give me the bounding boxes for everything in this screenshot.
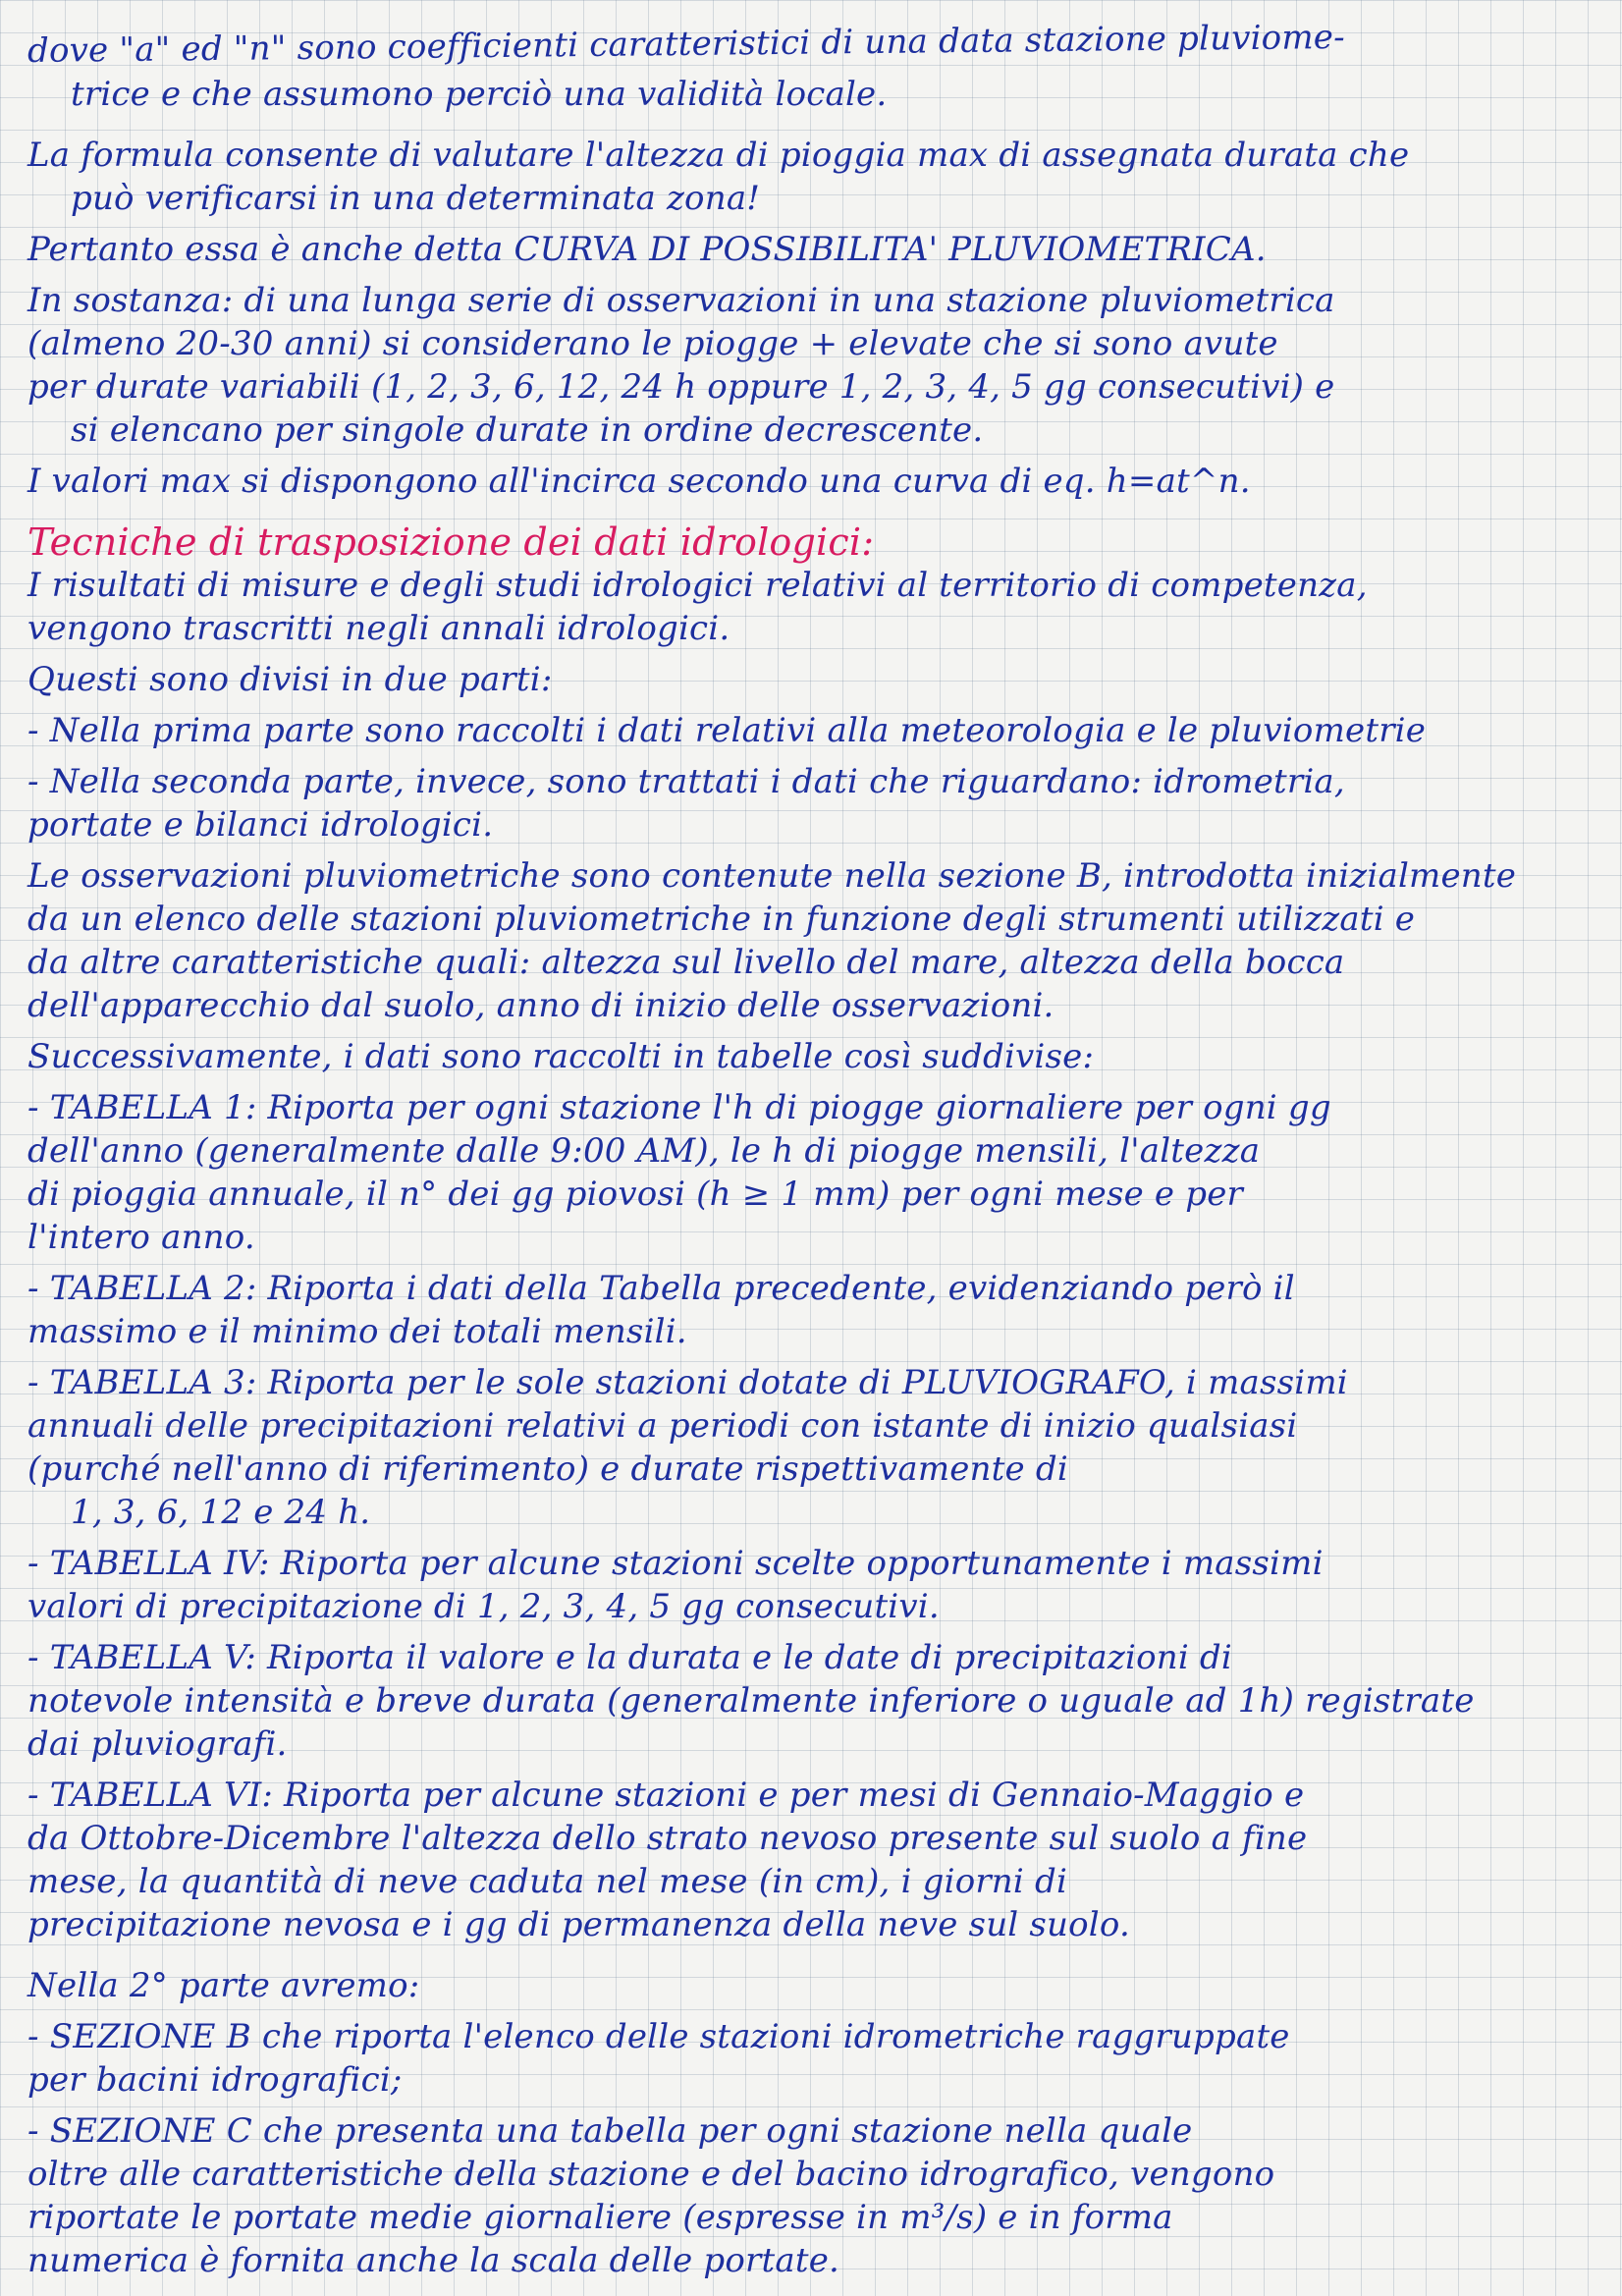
text-line: da un elenco delle stazioni pluviometriche in funzione degli strumenti utilizzati e [27,900,1416,939]
text-line: Successivamente, i dati sono raccolti in tabelle così suddivise: [27,1037,1095,1076]
text-line: annuali delle precipitazioni relativi a periodi con istante di inizio qualsiasi [27,1406,1298,1446]
text-line: - Nella prima parte sono raccolti i dati relativi alla meteorologia e le pluviometrie [27,711,1427,750]
text-line: mese, la quantità di neve caduta nel mese (in cm), i giorni di [27,1862,1068,1901]
text-line: l'intero anno. [27,1218,255,1257]
text-line: massimo e il minimo dei totali mensili. [27,1312,687,1351]
text-line: - TABELLA IV: Riporta per alcune stazioni scelte opportunamente i massimi [27,1544,1324,1583]
text-line: dell'apparecchio dal suolo, anno di inizio delle osservazioni. [27,986,1054,1025]
text-line: per durate variabili (1, 2, 3, 6, 12, 24 h oppure 1, 2, 3, 4, 5 gg consecutivi) e [27,367,1335,407]
text-line: - TABELLA 3: Riporta per le sole stazioni dotate di PLUVIOGRAFO, i massimi [27,1363,1348,1402]
text-line: valori di precipitazione di 1, 2, 3, 4, 5 gg consecutivi. [27,1587,940,1626]
text-line: si elencano per singole durate in ordine decrescente. [71,410,984,450]
text-line: Pertanto essa è anche detta CURVA DI POSSIBILITA' PLUVIOMETRICA. [27,230,1267,269]
text-line: - Nella seconda parte, invece, sono trattati i dati che riguardano: idrometria, [27,762,1345,801]
text-line: (almeno 20-30 anni) si considerano le piogge + elevate che si sono avute [27,324,1278,363]
text-line: trice e che assumono perciò una validità locale. [71,75,888,114]
text-line: dai pluviografi. [27,1724,288,1764]
text-line: - TABELLA V: Riporta il valore e la durata e le date di precipitazioni di [27,1638,1232,1677]
text-line: Le osservazioni pluviometriche sono contenute nella sezione B, introdotta inizialmente [27,856,1517,896]
text-line: per bacini idrografici; [27,2060,403,2100]
text-line: oltre alle caratteristiche della stazione e del bacino idrografico, vengono [27,2155,1275,2194]
text-line: portate e bilanci idrologici. [27,805,494,845]
text-line: Nella 2° parte avremo: [27,1966,420,2005]
text-line: - TABELLA 1: Riporta per ogni stazione l'h di piogge giornaliere per ogni gg [27,1088,1331,1127]
section-heading: Tecniche di trasposizione dei dati idrologici: [27,520,875,564]
text-line: vengono trascritti negli annali idrologici. [27,609,730,648]
text-line: precipitazione nevosa e i gg di permanenza della neve sul suolo. [27,1905,1130,1944]
text-line: numerica è fornita anche la scala delle portate. [27,2241,840,2280]
text-line: - SEZIONE C che presenta una tabella per ogni stazione nella quale [27,2111,1193,2151]
text-line: di pioggia annuale, il n° dei gg piovosi (h ≥ 1 mm) per ogni mese e per [27,1175,1243,1214]
text-line: I risultati di misure e degli studi idrologici relativi al territorio di competenza, [27,566,1368,605]
text-line: In sostanza: di una lunga serie di osservazioni in una stazione pluviometrica [27,281,1335,320]
text-line: dove "a" ed "n" sono coefficienti caratteristici di una data stazione pluviome- [27,17,1346,71]
text-line: I valori max si dispongono all'incirca secondo una curva di eq. h=at^n. [27,462,1251,501]
text-line: può verificarsi in una determinata zona! [71,179,761,218]
text-line: da Ottobre-Dicembre l'altezza dello strato nevoso presente sul suolo a fine [27,1819,1308,1858]
text-line: 1, 3, 6, 12 e 24 h. [71,1493,371,1532]
text-line: - SEZIONE B che riporta l'elenco delle stazioni idrometriche raggruppate [27,2017,1290,2056]
text-line: La formula consente di valutare l'altezza di pioggia max di assegnata durata che [27,136,1410,175]
text-line: riportate le portate medie giornaliere (espresse in m³/s) e in forma [27,2198,1173,2237]
text-line: - TABELLA 2: Riporta i dati della Tabella precedente, evidenziando però il [27,1269,1295,1308]
text-line: notevole intensità e breve durata (generalmente inferiore o uguale ad 1h) registrate [27,1681,1475,1721]
text-line: (purché nell'anno di riferimento) e durate rispettivamente di [27,1449,1068,1489]
text-line: dell'anno (generalmente dalle 9:00 AM), le h di piogge mensili, l'altezza [27,1131,1261,1171]
text-line: - TABELLA VI: Riporta per alcune stazioni e per mesi di Gennaio-Maggio e [27,1776,1305,1815]
text-line: Questi sono divisi in due parti: [27,660,553,699]
text-line: da altre caratteristiche quali: altezza sul livello del mare, altezza della bocca [27,943,1345,982]
